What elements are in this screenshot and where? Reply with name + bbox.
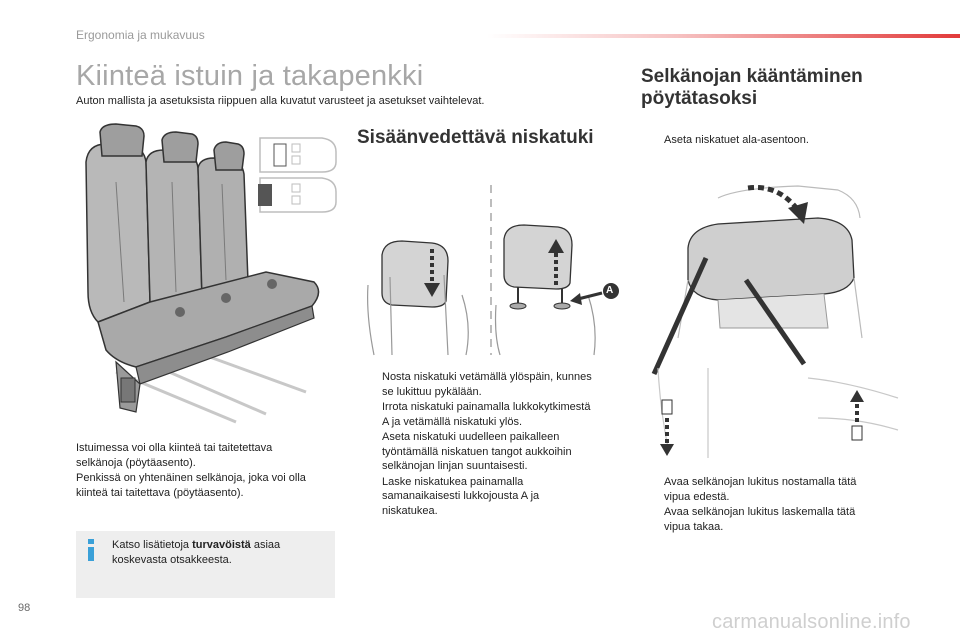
step-line: Aseta niskatuet ala-asentoon.: [664, 134, 809, 146]
step-line: samanaikaisesti lukkojousta A ja: [382, 490, 540, 502]
info-text-link: turvavöistä: [192, 539, 251, 551]
headrest-heading: Sisäänvedettävä niskatuki: [357, 127, 594, 148]
table-mode-heading-line2: pöytätasoksi: [641, 88, 758, 109]
page-number: 98: [18, 602, 31, 614]
step-line: Irrota niskatuki painamalla lukkokytkimestä: [382, 401, 591, 413]
section-header: Ergonomia ja mukavuus: [76, 28, 205, 42]
table-mode-heading-line1: Selkänojan kääntäminen: [641, 66, 863, 87]
step-line: työntämällä niskatuen tangot aukkoihin: [382, 445, 572, 458]
page-subtitle: Auton mallista ja asetuksista riippuen alla kuvatut varusteet ja asetukset vaihtelevat.: [76, 95, 485, 107]
van-layout-icon: [252, 132, 342, 216]
seat-intro-text: [76, 441, 346, 501]
step-line: Avaa selkänojan lukitus nostamalla tätä: [664, 476, 857, 488]
intro-line: selkänoja (pöytäasento).: [76, 457, 196, 469]
step-item: [642, 475, 902, 504]
intro-line: kiinteä tai taitettava (pöytäasento).: [76, 487, 244, 499]
headrest-illustration: [362, 185, 624, 357]
page-title: Kiinteä istuin ja takapenkki: [76, 60, 424, 92]
table-mode-heading: [641, 66, 901, 110]
lever-steps: [642, 475, 902, 535]
info-text-after: asiaa: [250, 539, 281, 551]
intro-line: Istuimessa voi olla kiinteä tai taitetettava: [76, 442, 273, 454]
step-line: Laske niskatukea painamalla: [382, 475, 524, 488]
headrest-steps: [360, 370, 630, 519]
info-text-line2: koskevasta otsakkeesta.: [112, 554, 232, 566]
step-line: se lukittuu pykälään.: [382, 385, 482, 398]
intro-line: Penkissä on yhtenäinen selkänoja, joka voi olla: [76, 472, 306, 484]
step-line: selkänojan linjan suuntaisesti.: [382, 460, 528, 472]
watermark-link[interactable]: carmanualsonline.info: [712, 611, 911, 633]
table-mode-intro: [642, 133, 902, 149]
info-text-before: Katso lisätietoja: [112, 539, 193, 551]
step-item: [642, 505, 902, 534]
label-a: A: [606, 285, 614, 296]
step-line: niskatukea.: [382, 504, 438, 517]
step-line: Avaa selkänojan lukitus laskemalla tätä: [664, 506, 856, 518]
step-item: [360, 475, 630, 519]
fold-seat-illustration: [648, 168, 910, 458]
step-line: Nosta niskatuki vetämällä ylöspäin, kunnes: [382, 371, 592, 383]
step-item: [360, 430, 630, 474]
step-line: Aseta niskatuki uudelleen paikalleen: [382, 431, 560, 443]
step-item: [642, 133, 902, 148]
header-rule: [487, 34, 960, 38]
info-text: [112, 538, 322, 568]
step-item: [360, 370, 630, 399]
step-item: [360, 400, 630, 429]
info-icon: [84, 539, 98, 561]
step-line: vipua edestä.: [664, 490, 730, 503]
step-line: vipua takaa.: [664, 520, 724, 533]
step-line: A ja vetämällä niskatuki ylös.: [382, 415, 523, 428]
